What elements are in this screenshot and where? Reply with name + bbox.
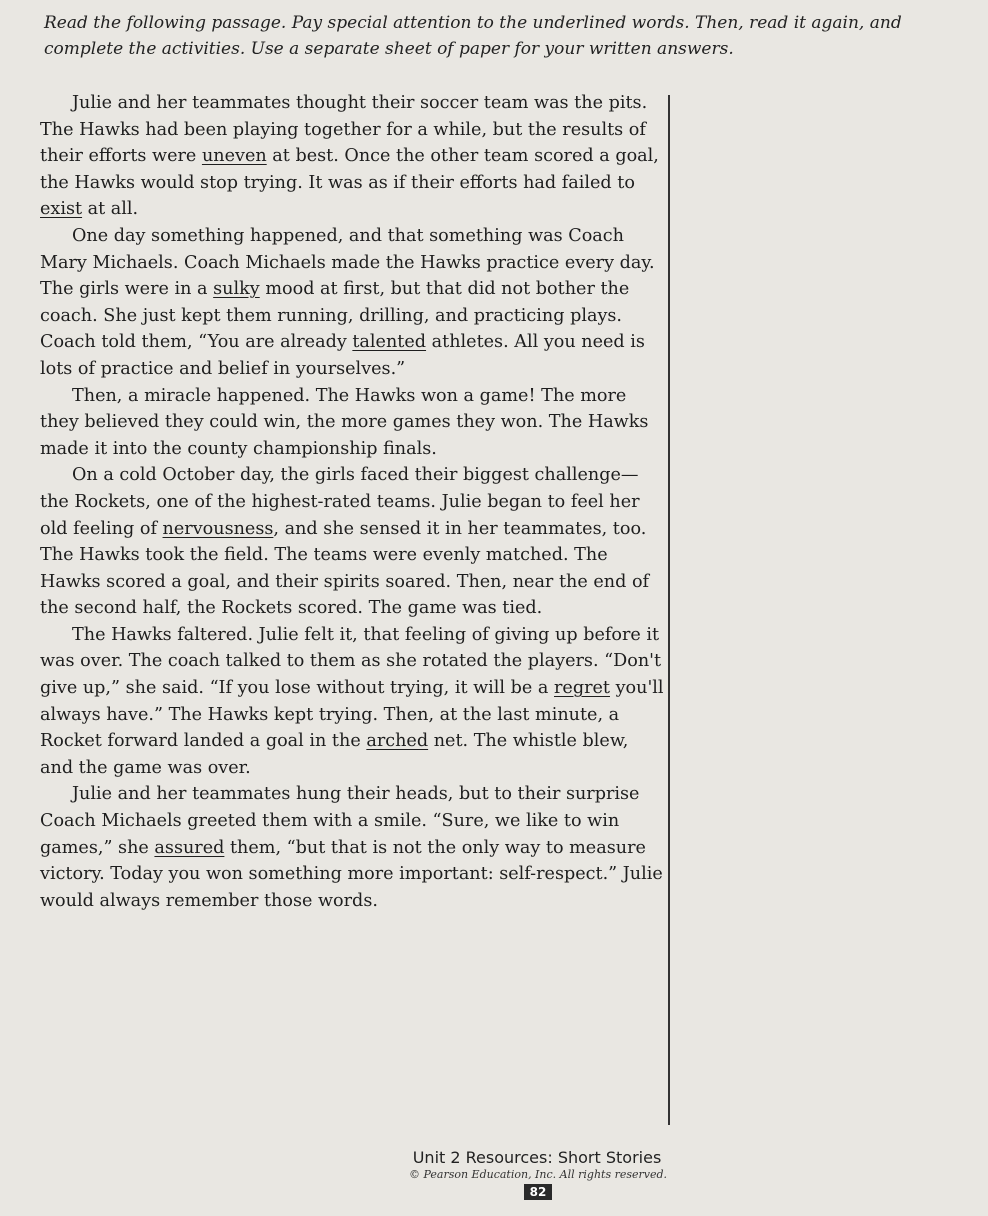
vocab-sulky: sulky [213,279,260,300]
column-divider [668,95,670,1125]
page-number: 82 [524,1184,553,1200]
paragraph-1: Julie and her teammates thought their soccer team was the pits. The Hawks had been playing together for a while, but the results of their efforts were uneven at best. Once the other team scored a goal, the Hawks would stop trying. It was as if their efforts had failed to exist at all. [40,93,659,220]
copyright-line: © Pearson Education, Inc. All rights reserved. [408,1168,668,1181]
reading-passage [40,90,665,914]
vocab-assured: assured [154,837,225,858]
vocab-nervousness: nervousness [162,518,274,539]
paragraph-5: The Hawks faltered. Julie felt it, that feeling of giving up before it was over. The coach talked to them as she rotated the players. “Don't give up,” she said. “If you lose without trying, it will be a regret you'll always have.” The Hawks kept trying. Then, at the last minute, a Rocket forward landed a goal in the arched net. The whistle blew, and the game was over. [40,624,664,778]
paragraph-6: Julie and her teammates hung their heads, but to their surprise Coach Michaels greeted them with a smile. “Sure, we like to win games,” she assured them, “but that is not the only way to measure victory. Today you won something more important: self-respect.” Julie would always remember those words. [40,784,663,911]
paragraph-3: Then, a miracle happened. The Hawks won a game! The more they believed they could win, the more games they won. The Hawks made it into the county championship finals. [40,385,649,459]
paragraph-4: On a cold October day, the girls faced their biggest challenge—the Rockets, one of the highest-rated teams. Julie began to feel her old feeling of nervousness, and she sensed it in her teammates, too. The Hawks took the field. The teams were evenly matched. The Hawks scored a goal, and their spirits soared. Then, near the end of the second half, the Rockets scored. The game was tied. [40,465,650,619]
instructions: Read the following passage. Pay special attention to the underlined words. Then, read it again, and complete the activities. Use a separate sheet of paper for your written answers. [44,13,902,59]
paragraph-2: One day something happened, and that something was Coach Mary Michaels. Coach Michaels made the Hawks practice every day. The girls were in a sulky mood at first, but that did not bother the coach. She just kept them running, drilling, and practicing plays. Coach told them, “You are already talented athletes. All you need is lots of practice and belief in yourselves.” [40,225,655,379]
page-footer [0,1148,988,1201]
vocab-talented: talented [352,332,427,353]
vocab-uneven: uneven [201,146,267,167]
vocab-regret: regret [554,678,610,699]
unit-title: Unit 2 Resources: Short Stories [412,1148,662,1167]
vocab-arched: arched [366,731,429,752]
vocab-exist: exist [40,199,83,220]
